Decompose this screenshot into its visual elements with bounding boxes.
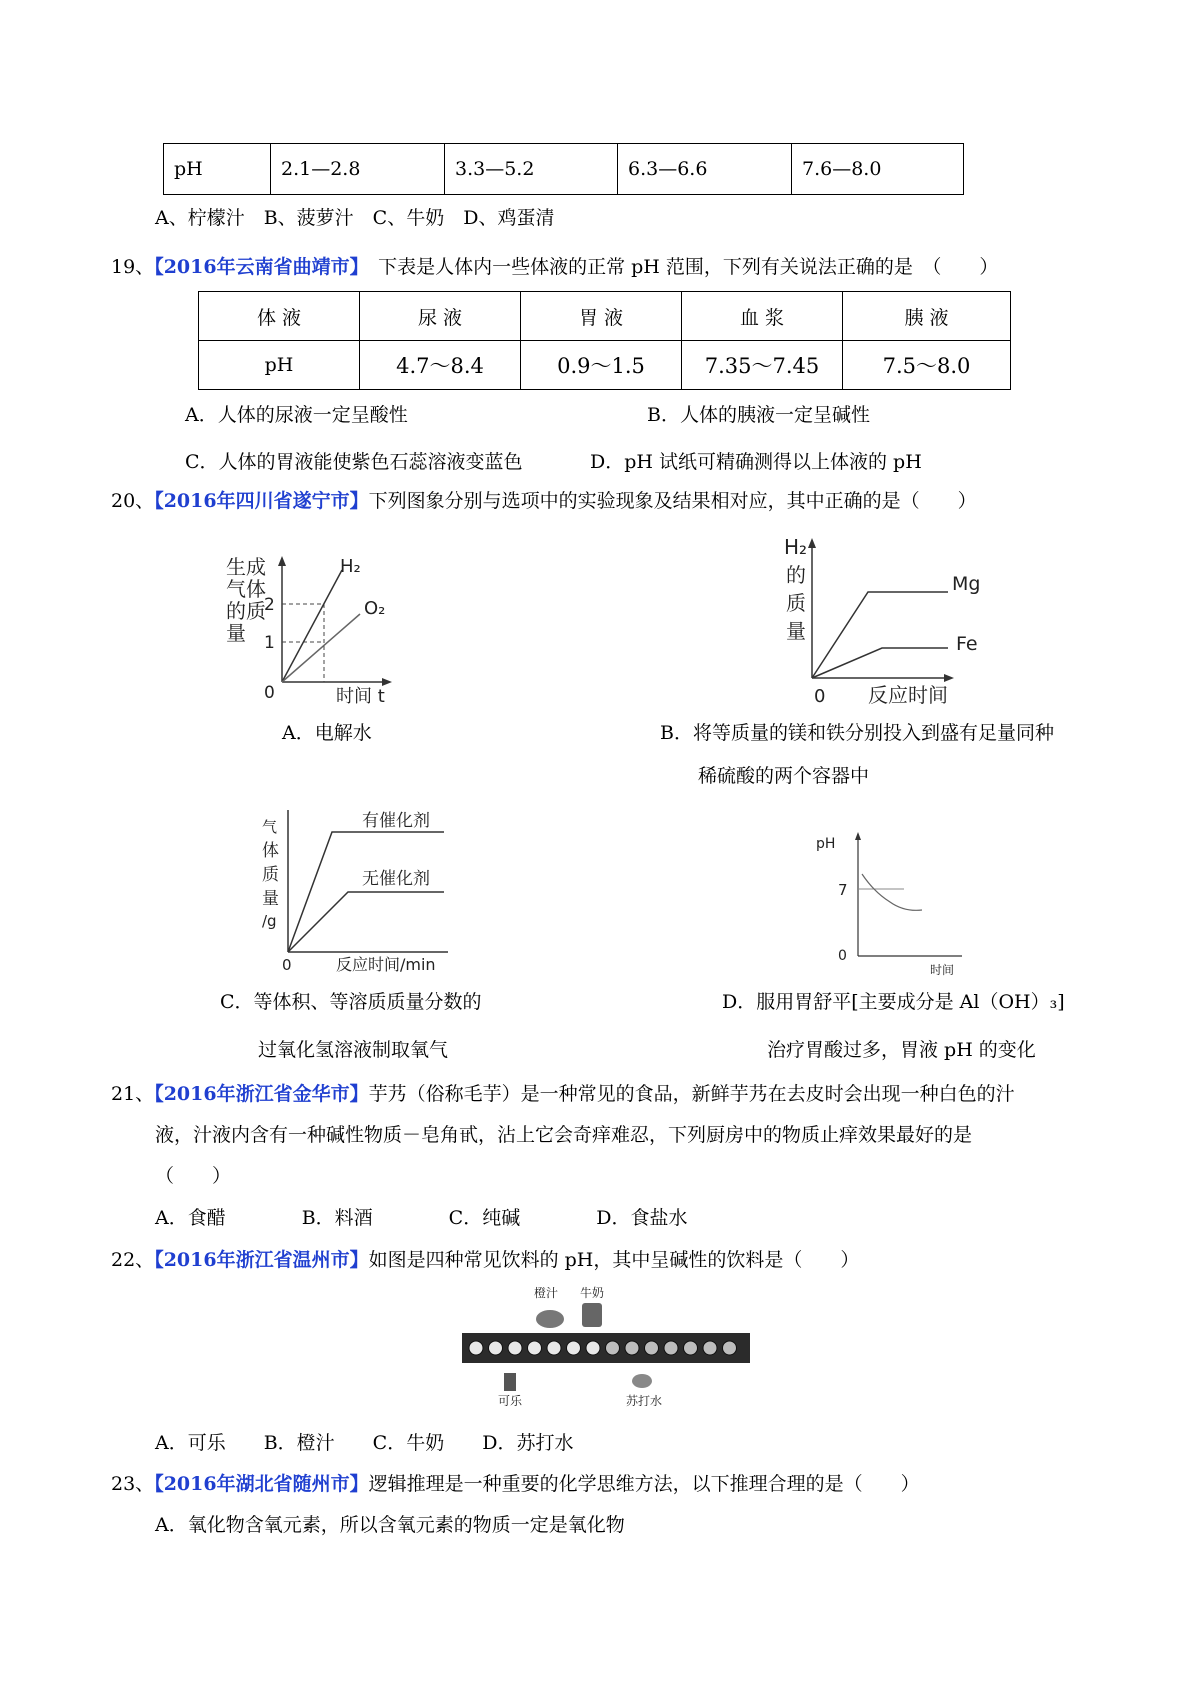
cola-icon (504, 1373, 516, 1391)
figure-c-caption-line2: 过氧化氢溶液制取氧气 (258, 1039, 449, 1061)
question-source: 【2016年浙江省金华市】 (154, 1083, 369, 1105)
figure-d-caption-line2: 治疗胃酸过多，胃液 pH 的变化 (767, 1039, 1036, 1061)
question-source: 【2016年浙江省温州市】 (154, 1249, 369, 1271)
question-number: 19、 (111, 256, 155, 278)
table-header: 尿 液 (360, 292, 521, 341)
h2-line (282, 570, 342, 682)
figure-a-electrolysis-graph (220, 552, 400, 707)
figure-d-caption-line1: D．服用胃舒平[主要成分是 Al（OH）₃] (722, 991, 1065, 1013)
x-axis-label: 反应时间 (868, 683, 948, 707)
y-axis-label: 气体 (226, 577, 266, 601)
ph-scale-dot (645, 1341, 659, 1355)
y-axis-label: 质 (262, 865, 279, 885)
figure-c-caption-line1: C．等体积、等溶质质量分数的 (220, 991, 482, 1013)
question-text: 逻辑推理是一种重要的化学思维方法，以下推理合理的是（ ） (368, 1473, 920, 1495)
ph-scale-dot (508, 1341, 522, 1355)
without-catalyst-label: 无催化剂 (362, 869, 430, 889)
figure-a-caption: A．电解水 (282, 722, 372, 744)
y-axis-label: 量 (226, 621, 246, 645)
cola-label: 可乐 (498, 1394, 523, 1408)
orange-juice-label: 橙汁 (534, 1286, 559, 1300)
ph-scale-dot (684, 1341, 698, 1355)
table-cell: 6.3—6.6 (618, 144, 792, 195)
ph-scale-dot (567, 1341, 581, 1355)
figure-c-catalyst-graph (258, 804, 454, 974)
table-cell: 7.6—8.0 (792, 144, 964, 195)
ph-scale-dot (664, 1341, 678, 1355)
table-header: 血 浆 (682, 292, 843, 341)
origin-label: 0 (814, 686, 826, 707)
o2-label: O₂ (364, 598, 386, 619)
table-cell: pH (164, 144, 271, 195)
q19-option-a: A．人体的尿液一定呈酸性 (185, 404, 408, 426)
soda-water-icon (632, 1374, 652, 1388)
y-axis-label: H₂ (784, 535, 808, 559)
table-cell: 4.7～8.4 (360, 341, 521, 390)
mg-line (812, 592, 948, 678)
q19-stem (111, 254, 998, 280)
question-source: 【2016年湖北省随州市】 (154, 1473, 369, 1495)
y-axis-label: 的 (786, 563, 806, 587)
tick-label: 2 (264, 595, 275, 615)
figure-d-ph-graph (812, 826, 972, 976)
table-cell: 0.9～1.5 (521, 341, 682, 390)
q23-stem (111, 1471, 920, 1497)
table-header: 胃 液 (521, 292, 682, 341)
mg-label: Mg (952, 573, 981, 595)
y-axis-label: 质 (786, 591, 806, 615)
without-catalyst-line (288, 892, 444, 952)
q19-option-c: C．人体的胃液能使紫色石蕊溶液变蓝色 (185, 451, 523, 473)
ph-scale-dot (547, 1341, 561, 1355)
q22-stem (111, 1247, 859, 1273)
ph-scale-dot (586, 1341, 600, 1355)
ph-scale-drinks-figure (460, 1283, 752, 1409)
question-text: 芋艿（俗称毛芋）是一种常见的食品，新鲜芋艿在去皮时会出现一种白色的汁 (368, 1083, 1015, 1105)
x-axis-label: 反应时间/min (336, 955, 436, 974)
milk-icon (582, 1303, 602, 1327)
q20-stem (111, 488, 977, 514)
soda-water-label: 苏打水 (626, 1394, 663, 1408)
figure-b-metals-graph (780, 530, 990, 708)
y-axis-label: /g (262, 912, 277, 930)
table-cell: 2.1—2.8 (271, 144, 445, 195)
question-source: 【2016年四川省遂宁市】 (154, 490, 369, 512)
question-source: 【2016年云南省曲靖市】 (154, 256, 360, 278)
origin-label: 0 (264, 683, 275, 703)
question-number: 23、 (111, 1473, 155, 1495)
milk-label: 牛奶 (580, 1286, 605, 1300)
o2-line (282, 614, 360, 682)
origin-label: 0 (838, 948, 847, 964)
ph-scale-dot (723, 1341, 737, 1355)
q19-option-b: B．人体的胰液一定呈碱性 (647, 404, 870, 426)
table-cell: 7.35～7.45 (682, 341, 843, 390)
ph-curve (862, 874, 922, 910)
table-header: 体 液 (199, 292, 360, 341)
table-cell: pH (199, 341, 360, 390)
q21-options: A．食醋 B．料酒 C．纯碱 D．食盐水 (155, 1207, 688, 1229)
table-cell: 7.5～8.0 (843, 341, 1011, 390)
question-text: 下表是人体内一些体液的正常 pH 范围，下列有关说法正确的是 （ ） (359, 256, 999, 278)
q18-options: A、柠檬汁 B、菠萝汁 C、牛奶 D、鸡蛋清 (155, 207, 555, 229)
h2-label: H₂ (340, 556, 361, 577)
q21-stem-line1 (111, 1081, 1015, 1107)
y-axis-label: 量 (262, 889, 279, 909)
q18-ph-table (163, 143, 964, 195)
question-number: 20、 (111, 490, 155, 512)
question-number: 22、 (111, 1249, 155, 1271)
q21-stem-line2: 液，汁液内含有一种碱性物质－皂角甙，沾上它会奇痒难忍，下列厨房中的物质止痒效果最好的是 (155, 1124, 973, 1146)
ph-scale-dot (489, 1341, 503, 1355)
q19-body-fluid-table (198, 291, 1011, 390)
table-header: 胰 液 (843, 292, 1011, 341)
ph-scale-dot (606, 1341, 620, 1355)
q22-options: A．可乐 B．橙汁 C．牛奶 D．苏打水 (155, 1432, 574, 1454)
ph-scale-dot (528, 1341, 542, 1355)
origin-label: 0 (282, 956, 292, 974)
orange-juice-icon (536, 1310, 564, 1328)
table-cell: 3.3—5.2 (445, 144, 618, 195)
fe-label: Fe (956, 633, 978, 655)
with-catalyst-label: 有催化剂 (362, 811, 430, 831)
q21-stem-line3: （ ） (155, 1165, 232, 1187)
tick-label: 1 (264, 633, 275, 653)
y-axis-label: 气 (262, 818, 278, 836)
x-axis-label: 时间 t (336, 686, 385, 707)
y-axis-label: pH (816, 836, 836, 852)
question-number: 21、 (111, 1083, 155, 1105)
ph-scale-dot (469, 1341, 483, 1355)
y-axis-label: 量 (786, 619, 806, 643)
y-axis-label: 体 (262, 841, 279, 861)
ph-scale-dot (703, 1341, 717, 1355)
figure-b-caption-line2: 稀硫酸的两个容器中 (698, 765, 870, 787)
question-text: 下列图象分别与选项中的实验现象及结果相对应，其中正确的是（ ） (368, 490, 977, 512)
question-text: 如图是四种常见饮料的 pH，其中呈碱性的饮料是（ ） (368, 1249, 860, 1271)
y-axis-label: 的质 (226, 599, 266, 623)
tick-label: 7 (838, 881, 848, 899)
q23-option-a: A．氧化物含氧元素，所以含氧元素的物质一定是氧化物 (155, 1514, 625, 1536)
x-axis-label: 时间 (930, 963, 955, 976)
fe-line (812, 648, 948, 678)
figure-b-caption-line1: B．将等质量的镁和铁分别投入到盛有足量同种 (660, 722, 1054, 744)
ph-scale-dot (625, 1341, 639, 1355)
q19-option-d: D．pH 试纸可精确测得以上体液的 pH (590, 451, 922, 473)
y-axis-label: 生成 (226, 555, 266, 579)
